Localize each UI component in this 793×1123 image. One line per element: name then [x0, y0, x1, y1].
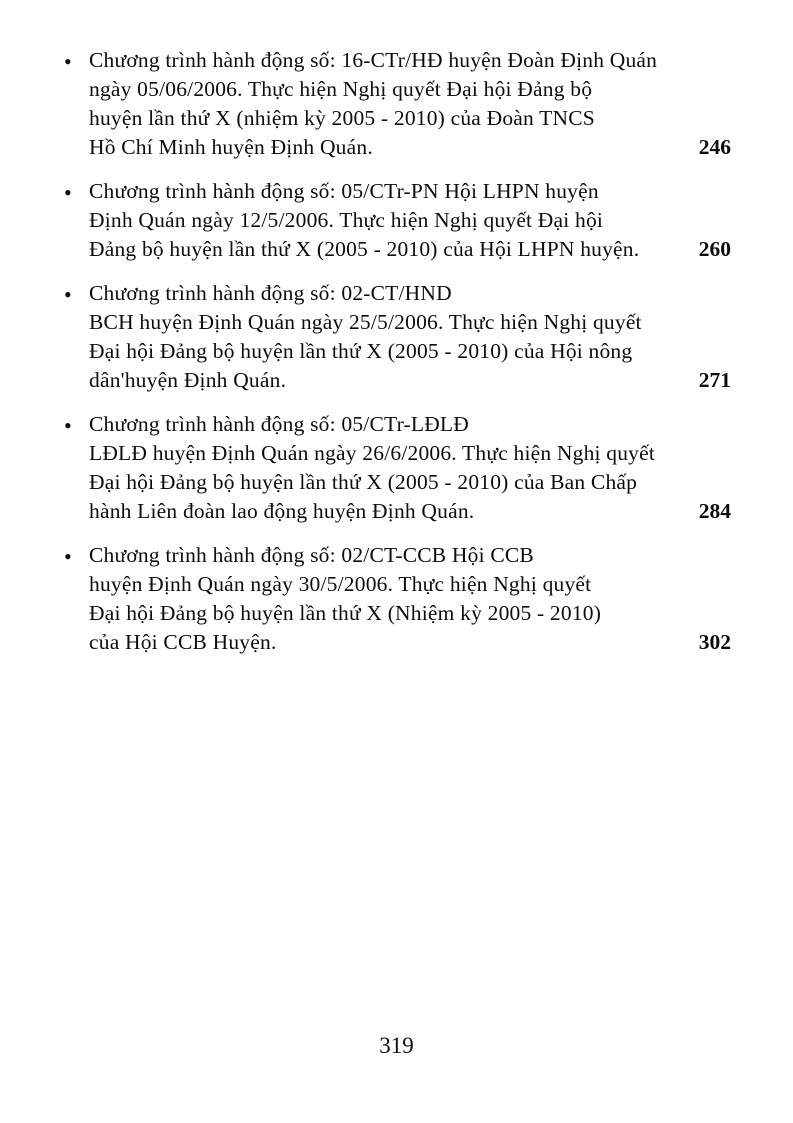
toc-entry-page-number: 271 [698, 368, 731, 392]
toc-entry-line: Định Quán ngày 12/5/2006. Thực hiện Nghị quyết Đại hội [89, 208, 604, 232]
toc-entry-line: Hồ Chí Minh huyện Định Quán. [89, 135, 373, 159]
toc-entry-line: Đảng bộ huyện lần thứ X (2005 - 2010) của Hội LHPN huyện. [89, 237, 640, 261]
toc-entry-line: BCH huyện Định Quán ngày 25/5/2006. Thực hiện Nghị quyết [89, 310, 642, 334]
toc-entry-line: dân'huyện Định Quán. [89, 368, 287, 392]
toc-list [64, 46, 731, 672]
toc-entry-line: huyện Định Quán ngày 30/5/2006. Thực hiện Nghị quyết [89, 572, 592, 596]
toc-entry-line: Chương trình hành động số: 05/CTr-PN Hội LHPN huyện [89, 179, 599, 203]
footer-page-number: 319 [379, 1033, 414, 1058]
toc-entry-page-number: 284 [698, 499, 731, 523]
toc-entry-line: Chương trình hành động số: 16-CTr/HĐ huyện Đoàn Định Quán [89, 48, 658, 72]
bullet-icon: • [64, 49, 72, 74]
toc-entry-line: huyện lần thứ X (nhiệm kỳ 2005 - 2010) của Đoàn TNCS [89, 106, 595, 130]
toc-entry-page-number: 246 [698, 135, 731, 159]
toc-entry-line: Đại hội Đảng bộ huyện lần thứ X (2005 - 2010) của Ban Chấp [89, 470, 638, 494]
toc-entry-line: hành Liên đoàn lao động huyện Định Quán. [89, 499, 475, 523]
toc-entry [64, 541, 731, 657]
toc-entry-line: ngày 05/06/2006. Thực hiện Nghị quyết Đại hội Đảng bộ [89, 77, 593, 101]
bullet-icon: • [64, 544, 72, 569]
toc-entry [64, 410, 731, 526]
toc-entry-line: Chương trình hành động số: 02/CT-CCB Hội CCB [89, 543, 534, 567]
bullet-icon: • [64, 180, 72, 205]
toc-entry-line: Chương trình hành động số: 05/CTr-LĐLĐ [89, 412, 469, 436]
toc-entry-line: Đại hội Đảng bộ huyện lần thứ X (Nhiệm kỳ 2005 - 2010) [89, 601, 602, 625]
toc-entry-line: LĐLĐ huyện Định Quán ngày 26/6/2006. Thực hiện Nghị quyết [89, 441, 656, 465]
bullet-icon: • [64, 413, 72, 438]
toc-entry [64, 177, 731, 264]
toc-entry-line: của Hội CCB Huyện. [89, 630, 277, 654]
toc-entry [64, 279, 731, 395]
toc-entry-line: Đại hội Đảng bộ huyện lần thứ X (2005 - 2010) của Hội nông [89, 339, 633, 363]
toc-entry [64, 46, 731, 162]
bullet-icon: • [64, 282, 72, 307]
toc-entry-page-number: 302 [698, 630, 731, 654]
toc-entry-line: Chương trình hành động số: 02-CT/HND [89, 281, 452, 305]
toc-entry-page-number: 260 [698, 237, 731, 261]
